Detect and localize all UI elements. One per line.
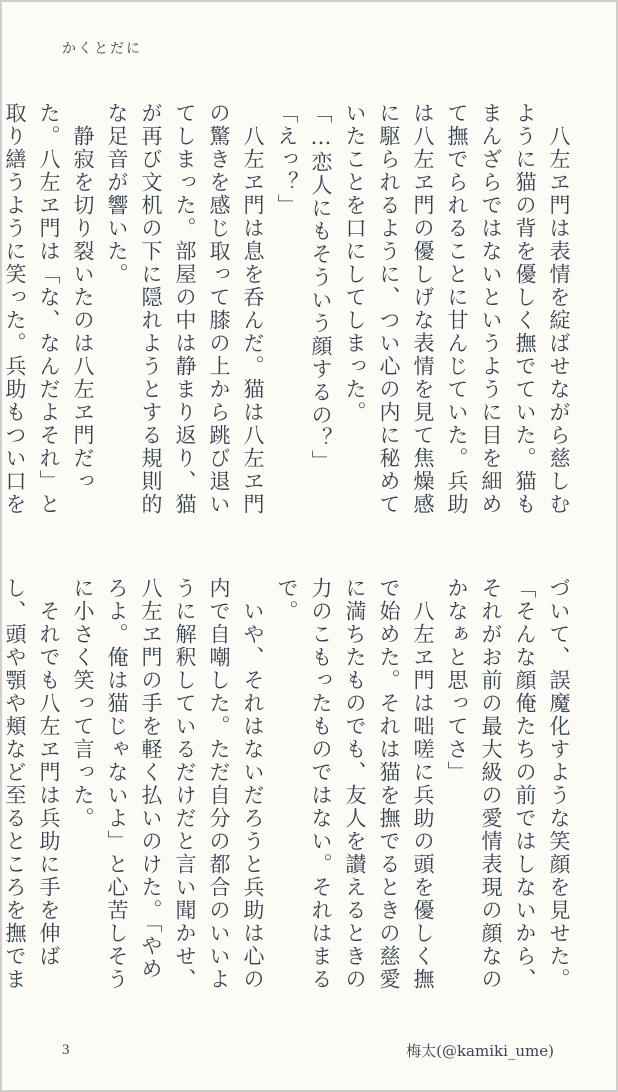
author-credit: 梅太(@kamiki_ume) bbox=[406, 1042, 554, 1060]
text-block-bottom bbox=[3, 577, 576, 997]
paragraph: 八左ヱ門は咄嗟に兵助の頭を優しく撫で始めた。それは猫を撫でるときの慈愛に満ちたものでも、友人を讃えるときの力のこもったものではない。それはまるで。 bbox=[275, 577, 435, 991]
paragraph: 八左ヱ門は息を呑んだ。猫は八左ヱ門の驚きを感じ取って膝の上から跳び退いてしまった。部屋の中は静まり返り、猫が再び文机の下に隠れようとする規則的な足音が響いた。 bbox=[105, 102, 265, 516]
paragraph: 静寂を切り裂いたのは八左ヱ門だった。八左ヱ門は「な、なんだよそれ」と取り繕うように笑った。兵助もつい口を bbox=[3, 102, 95, 516]
text-block-top bbox=[3, 102, 576, 532]
paragraph: いや、それはないだろうと兵助は心の内で自嘲した。ただ自分の都合のいいように解釈しているだけだと言い聞かせ、八左ヱ門の手を軽く払いのけた。「やめろよ。俺は猫じゃないよ」と心苦しそうに小さく笑って言った。 bbox=[71, 577, 265, 991]
paragraph: 「…恋人にもそういう顔するの？」 bbox=[309, 102, 333, 473]
paragraph: それでも八左ヱ門は兵助に手を伸ばし、頭や顎や頬など至るところを撫でま bbox=[3, 577, 61, 991]
paragraph: 「そんな顔俺たちの前ではしないから、それがお前の最大級の愛情表現の顔なのかなぁと思ってさ」 bbox=[445, 577, 537, 991]
paragraph: 「えっ？」 bbox=[275, 102, 299, 217]
page-number: 3 bbox=[62, 1042, 70, 1058]
paragraph: づいて、誤魔化すような笑顔を見せた。 bbox=[547, 577, 571, 991]
running-header: かくとだに bbox=[62, 41, 142, 57]
paragraph: 八左ヱ門は表情を綻ばせながら慈しむように猫の背を優しく撫でていた。猫もまんざらではないというように目を細めて撫でられることに甘んじていた。兵助は八左ヱ門の優しげな表情を見て焦燥感に駆られるように、つい心の内に秘めていたことを口にしてしまった。 bbox=[343, 102, 571, 516]
